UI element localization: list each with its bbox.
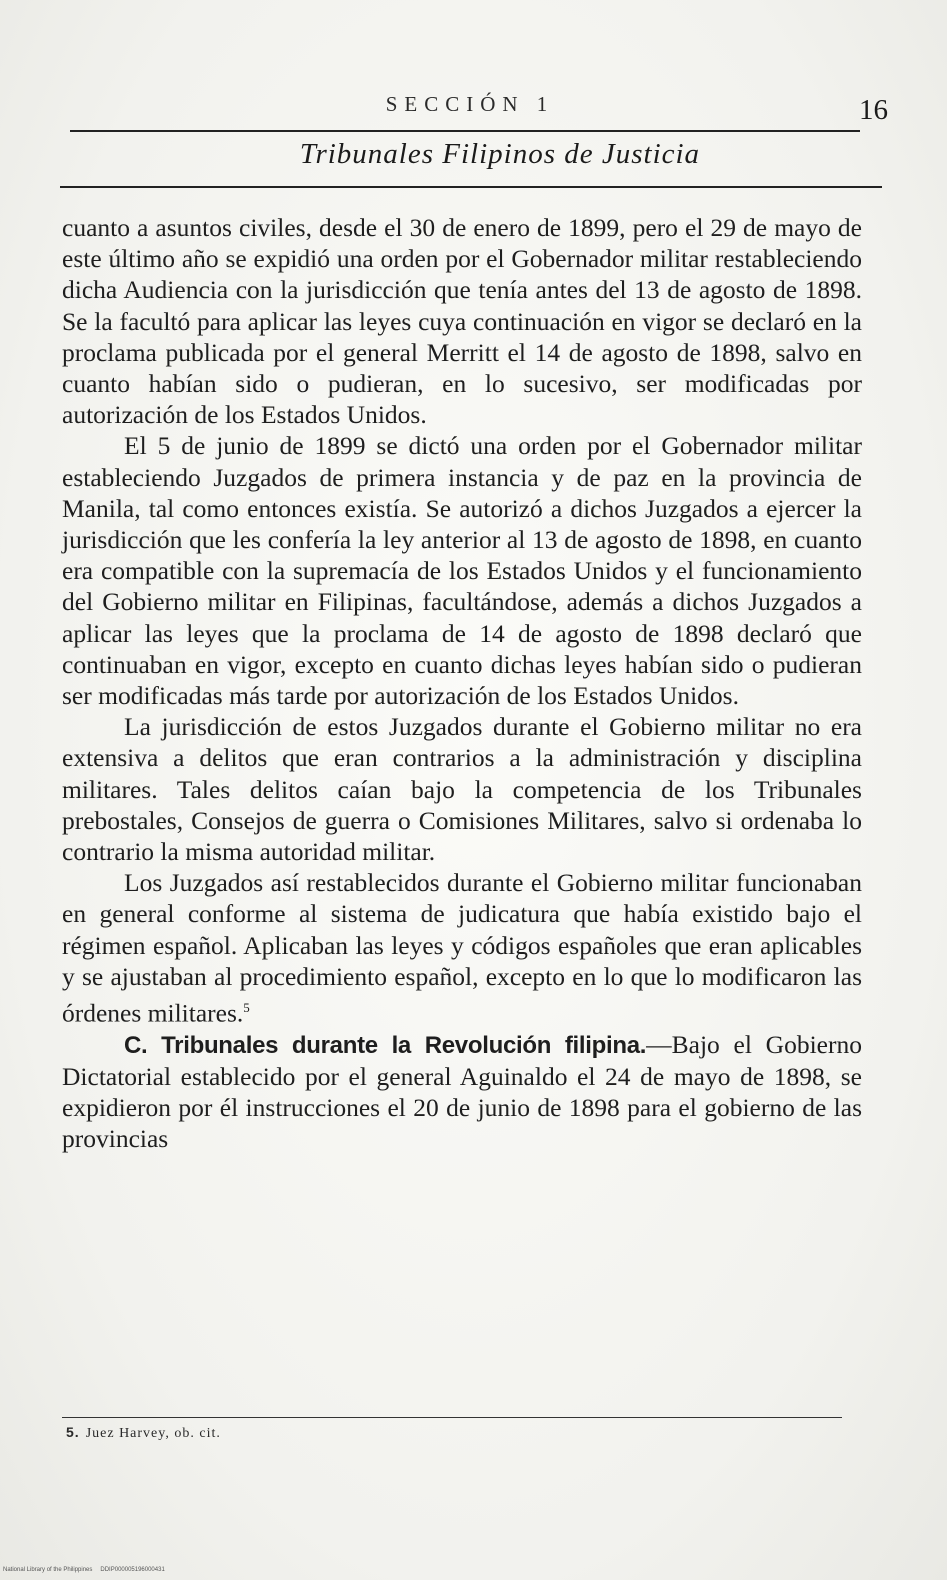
paragraph-4-text: Los Juzgados así restablecidos durante el Gobierno militar funcionaban en general conforme al sistema de judicatura que había existido bajo el régimen español. Aplicaban las leyes y códigos españoles que eran aplicables y se ajustaban al procedimiento español, excepto en lo que lo modificaron las órdenes militares. xyxy=(62,868,862,1028)
library-stamp xyxy=(3,1567,165,1573)
paragraph-3: La jurisdicción de estos Juzgados durante el Gobierno militar no era extensiva a delitos que eran contrarios a la administración y disciplina militares. Tales delitos caían bajo la competencia de los Tribunales prebostales, Consejos de guerra o Comisiones Militares, salvo si ordenaba lo contrario la misma autoridad militar. xyxy=(62,712,862,867)
paragraph-5 xyxy=(62,1029,862,1155)
footnote-reference: 5 xyxy=(243,1000,250,1016)
paragraph-2: El 5 de junio de 1899 se dictó una orden por el Gobernador militar estableciendo Juzgados de primera instancia y de paz en la provincia de Manila, tal como entonces existía. Se autorizó a dichos Juzgados a ejercer la jurisdicción que les confería la ley anterior al 13 de agosto de 1898, en cuanto era compatible con la supremacía de los Estados Unidos y el funcionamiento del Gobierno militar en Filipinas, facultándose, además a dichos Juzgados a aplicar las leyes que la proclama de 14 de agosto de 1898 declaró que continuaban en vigor, excepto en cuanto dichas leyes habían sido o pudieran ser modificadas más tarde por autorización de los Estados Unidos. xyxy=(62,431,862,711)
section-heading-c: C. Tribunales durante la Revolución filipina. xyxy=(124,1031,647,1059)
footnote-rule xyxy=(62,1417,842,1418)
footnote-text: Juez Harvey, ob. cit. xyxy=(85,1426,221,1441)
paragraph-5-text: —Bajo el Gobierno Dictatorial establecido por el general Aguinaldo el 24 de mayo de 1898, se expidieron por él instrucciones el 20 de junio de 1898 para el gobierno de las provincias xyxy=(62,1029,862,1154)
header-rule-bottom xyxy=(60,186,882,188)
footnote xyxy=(66,1424,221,1442)
footnote-number: 5. xyxy=(66,1424,80,1440)
section-subtitle: Tribunales Filipinos de Justicia xyxy=(299,138,701,170)
section-label: SECCIÓN 1 xyxy=(385,92,555,116)
page-number: 16 xyxy=(859,94,888,126)
scan-code: DDIP000005196000431 xyxy=(100,1567,165,1573)
paragraph-4 xyxy=(62,867,862,1029)
paragraph-1: cuanto a asuntos civiles, desde el 30 de enero de 1899, pero el 29 de mayo de este último año se expidió una orden por el Gobernador militar restableciendo dicha Audiencia con la jurisdicción que tenía antes del 13 de agosto de 1898. Se la facultó para aplicar las leyes cuya continuación en vigor se declaró en la proclama publicada por el general Merritt el 14 de agosto de 1898, salvo en cuanto habían sido o pudieran, en lo sucesivo, ser modificadas por autorización de los Estados Unidos. xyxy=(62,213,862,430)
library-name: National Library of the Philippines xyxy=(3,1567,93,1573)
header-rule-top xyxy=(70,130,860,132)
body-text xyxy=(62,212,862,1155)
page-header xyxy=(60,80,888,190)
